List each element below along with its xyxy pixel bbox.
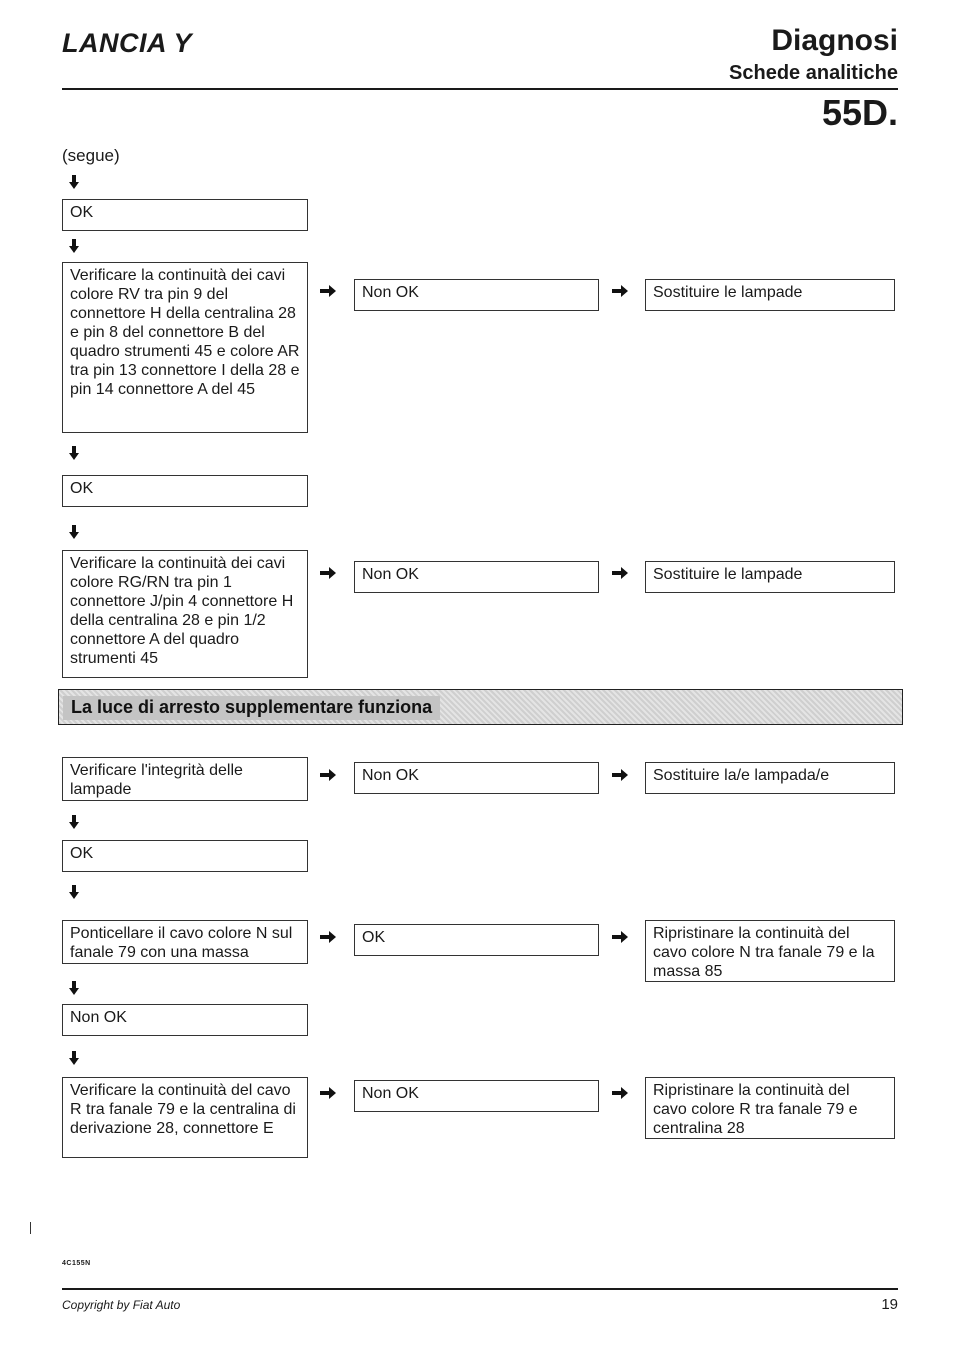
right-arrow-icon <box>612 769 628 781</box>
down-arrow-icon <box>69 815 79 829</box>
right-arrow-icon <box>320 567 336 579</box>
action-box: Ripristinare la continuità del cavo colore R tra fanale 79 e centralina 28 <box>645 1077 895 1139</box>
check-box: Ponticellare il cavo colore N sul fanale 79 con una massa <box>62 920 308 964</box>
right-arrow-icon <box>320 931 336 943</box>
ok-box: OK <box>354 924 599 956</box>
footer-rule <box>62 1288 898 1290</box>
non-ok-box: Non OK <box>354 561 599 593</box>
non-ok-box: Non OK <box>62 1004 308 1036</box>
section-header <box>58 689 903 725</box>
check-box: Verificare la continuità dei cavi colore RG/RN tra pin 1 connettore J/pin 4 connettore H della centralina 28 e pin 1/2 connettore A del quadro strumenti 45 <box>62 550 308 678</box>
right-arrow-icon <box>320 769 336 781</box>
ok-box: OK <box>62 199 308 231</box>
check-box: Verificare l'integrità delle lampade <box>62 757 308 801</box>
down-arrow-icon <box>69 885 79 899</box>
copyright-text: Copyright by Fiat Auto <box>62 1298 181 1312</box>
continued-label: (segue) <box>62 146 120 165</box>
header-rule <box>62 88 898 90</box>
right-arrow-icon <box>612 567 628 579</box>
action-box: Sostituire le lampade <box>645 279 895 311</box>
page-title: Diagnosi <box>771 24 898 57</box>
right-arrow-icon <box>612 285 628 297</box>
check-box: Verificare la continuità del cavo R tra fanale 79 e la centralina di derivazione 28, connettore E <box>62 1077 308 1158</box>
down-arrow-icon <box>69 446 79 460</box>
document-code: 4C155N <box>62 1260 91 1267</box>
check-box: Verificare la continuità dei cavi colore RV tra pin 9 del connettore H della centralina 28 e pin 8 del connettore B del quadro strumenti 45 e colore AR tra pin 13 connettore I della 28 e pin 14 connettore A del 45 <box>62 262 308 433</box>
down-arrow-icon <box>69 175 79 189</box>
section-code: 55D. <box>821 92 898 133</box>
down-arrow-icon <box>69 981 79 995</box>
right-arrow-icon <box>612 931 628 943</box>
down-arrow-icon <box>69 239 79 253</box>
right-arrow-icon <box>612 1087 628 1099</box>
down-arrow-icon <box>69 525 79 539</box>
down-arrow-icon <box>69 1051 79 1065</box>
section-title: La luce di arresto supplementare funziona <box>63 696 440 720</box>
ok-box: OK <box>62 475 308 507</box>
page-number: 19 <box>881 1296 898 1313</box>
page-subtitle: Schede analitiche <box>729 62 898 84</box>
non-ok-box: Non OK <box>354 762 599 794</box>
action-box: Sostituire la/e lampada/e <box>645 762 895 794</box>
action-box: Sostituire le lampade <box>645 561 895 593</box>
brand-title: LANCIA Y <box>62 28 193 58</box>
right-arrow-icon <box>320 1087 336 1099</box>
non-ok-box: Non OK <box>354 1080 599 1112</box>
non-ok-box: Non OK <box>354 279 599 311</box>
margin-mark <box>30 1222 31 1234</box>
right-arrow-icon <box>320 285 336 297</box>
ok-box: OK <box>62 840 308 872</box>
action-box: Ripristinare la continuità del cavo colore N tra fanale 79 e la massa 85 <box>645 920 895 982</box>
